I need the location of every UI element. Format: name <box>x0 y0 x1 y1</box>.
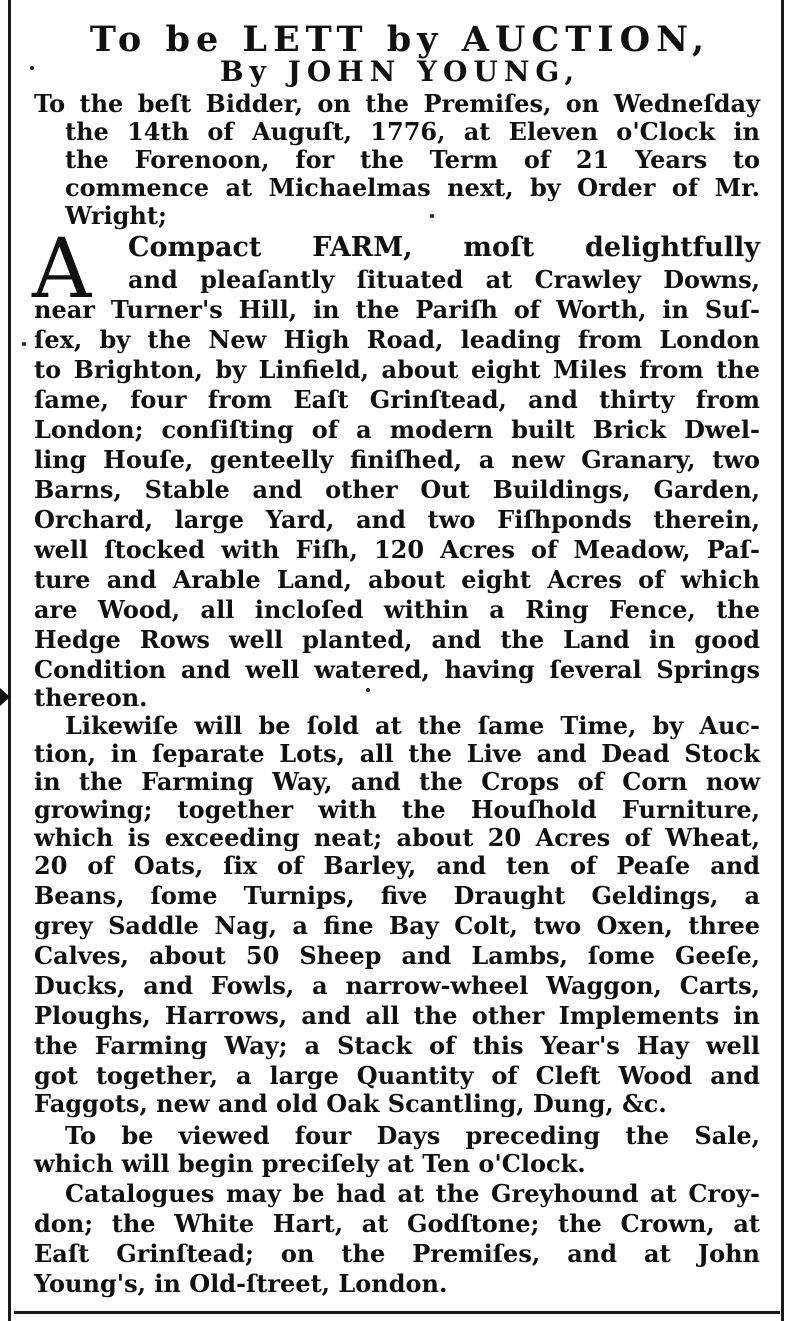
intro-line: To the beſt Bidder, on the Premiſes, on Wedneſday <box>34 89 760 118</box>
ink-speck <box>30 66 34 70</box>
stock-line: got together, a large Quantity of Cleft Wood and <box>34 1061 760 1090</box>
intro-line: Wright; <box>65 201 167 230</box>
stock-line: which is exceeding neat; about 20 Acres of Wheat, <box>34 823 760 852</box>
farm-line: Hedge Rows well planted, and the Land in good <box>34 625 760 654</box>
stock-line: growing; together with the Houſhold Furniture, <box>34 795 760 824</box>
farm-line: Barns, Stable and other Out Buildings, Garden, <box>34 475 760 504</box>
farm-line: near Turner's Hill, in the Pariſh of Worth, in Suſ- <box>34 295 760 324</box>
catalogues-line: Catalogues may be had at the Greyhound at Croy- <box>65 1179 760 1208</box>
farm-line: Orchard, large Yard, and two Fiſhponds therein, <box>34 505 760 534</box>
advert-byline: By JOHN YOUNG, <box>219 55 581 88</box>
stock-line: Beans, ſome Turnips, five Draught Geldings, a <box>34 881 760 910</box>
stock-line: 20 of Oats, ſix of Barley, and ten of Peaſe and <box>34 851 760 880</box>
farm-line: and pleaſantly ſituated at Crawley Downs, <box>128 265 760 294</box>
viewing-line: which will begin preciſely at Ten o'Clock. <box>34 1149 586 1178</box>
ink-speck <box>22 342 26 346</box>
farm-line: ſex, by the New High Road, leading from London <box>34 325 760 354</box>
stock-line: the Farming Way; a Stack of this Year's Hay well <box>34 1031 760 1060</box>
right-column-rule <box>781 0 784 1321</box>
farm-line: are Wood, all incloſed within a Ring Fence, the <box>34 595 760 624</box>
intro-line: the 14th of Auguſt, 1776, at Eleven o'Clock in <box>65 117 760 146</box>
farm-line: ſame, four from Eaſt Grinſtead, and thirty from <box>34 385 760 414</box>
farm-line: ling Houſe, genteelly finiſhed, a new Granary, two <box>34 445 760 474</box>
stock-line: tion, in ſeparate Lots, all the Live and Dead Stock <box>34 739 760 768</box>
intro-line: the Forenoon, for the Term of 21 Years to <box>65 145 760 174</box>
bottom-rule <box>14 1311 780 1314</box>
viewing-line: To be viewed four Days preceding the Sale, <box>65 1121 760 1150</box>
drop-cap: A <box>32 222 92 317</box>
farm-line: London; conſiſting of a modern built Brick Dwel- <box>34 415 760 444</box>
ink-speck <box>366 688 370 692</box>
stock-line: Calves, about 50 Sheep and Lambs, ſome Geeſe, <box>34 941 760 970</box>
farm-line: thereon. <box>34 683 148 712</box>
stock-line: Faggots, new and old Oak Scantling, Dung, &c. <box>34 1089 667 1118</box>
farm-line: ture and Arable Land, about eight Acres of which <box>34 565 760 594</box>
stock-line: Ploughs, Harrows, and all the other Implements in <box>34 1001 760 1030</box>
catalogues-line: don; the White Hart, at Godſtone; the Crown, at <box>34 1209 760 1238</box>
advert-title: To be LETT by AUCTION, <box>89 19 711 60</box>
margin-pointer-mark <box>0 688 10 706</box>
farm-line: to Brighton, by Linfield, about eight Miles from the <box>34 355 760 384</box>
intro-line: commence at Michaelmas next, by Order of Mr. <box>65 173 760 202</box>
farm-line: well ſtocked with Fiſh, 120 Acres of Meadow, Paſ- <box>34 535 760 564</box>
stock-line: Likewiſe will be ſold at the ſame Time, by Auc- <box>65 711 760 740</box>
catalogues-line: Young's, in Old-ſtreet, London. <box>34 1269 448 1298</box>
stock-line: grey Saddle Nag, a fine Bay Colt, two Oxen, three <box>34 911 760 940</box>
stock-line: Ducks, and Fowls, a narrow-wheel Waggon, Carts, <box>34 971 760 1000</box>
ink-speck <box>430 214 434 218</box>
farm-line: Condition and well watered, having ſeveral Springs <box>34 655 760 684</box>
farm-line: Compact FARM, moſt delightfully <box>128 232 760 263</box>
left-column-rule <box>8 0 11 1321</box>
catalogues-line: Eaſt Grinſtead; on the Premiſes, and at John <box>34 1239 760 1268</box>
stock-line: in the Farming Way, and the Crops of Corn now <box>34 767 760 796</box>
